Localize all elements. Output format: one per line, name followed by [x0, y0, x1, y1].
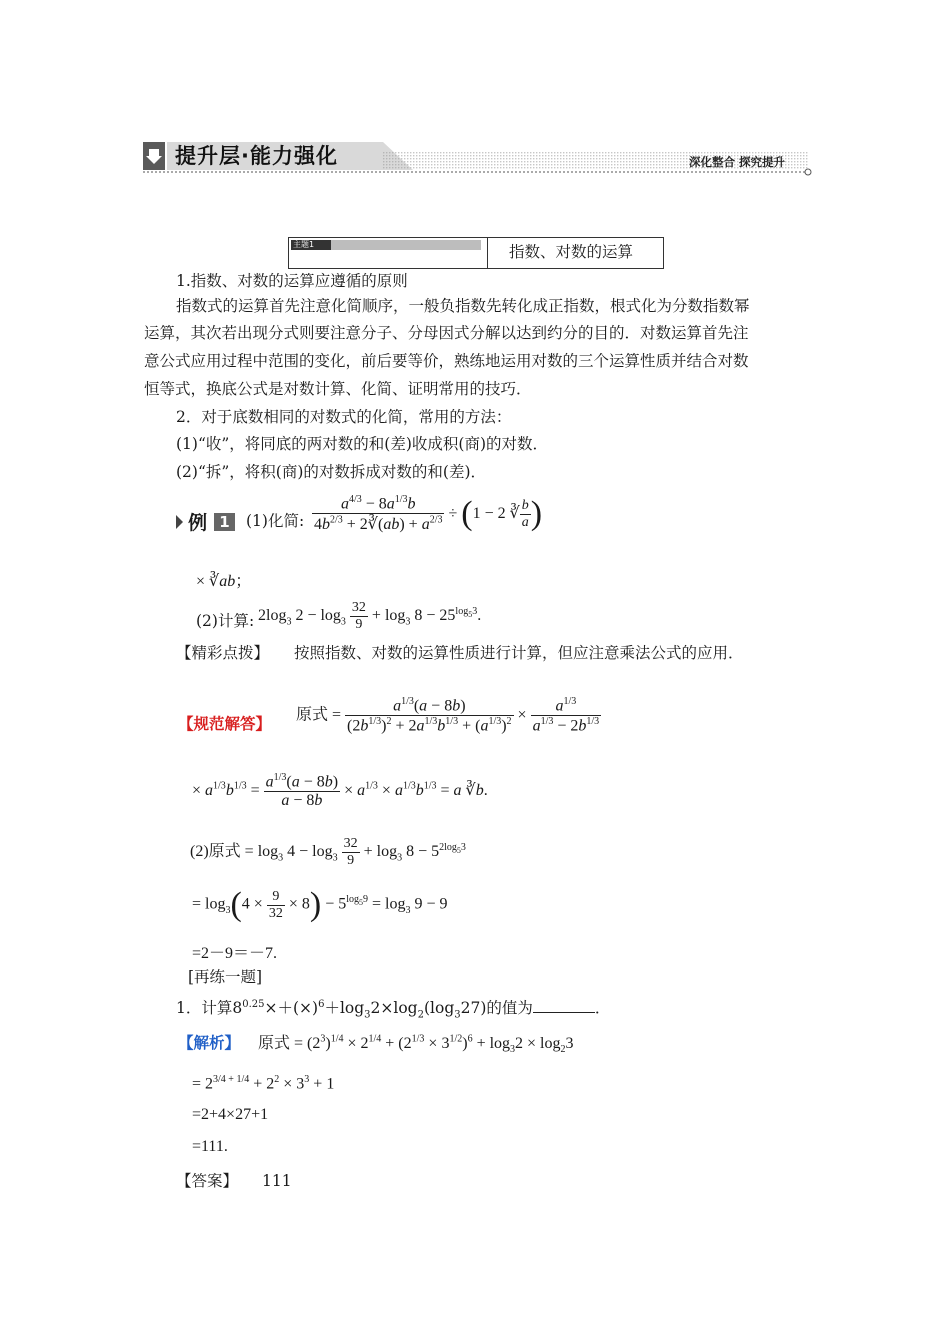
solution-original-word: 原式: [296, 706, 329, 724]
section-header: [143, 140, 813, 176]
practice-question-1: 1．计算$8^{0.25}\times+(\times)^6+\log_32\times\log_2(\log_327)$的值为 ．: [176, 999, 611, 1021]
solution-part2-final: =2－9＝－7.: [192, 945, 278, 962]
paragraph-line-2: 运算，其次若出现分式则要注意分子、分母因式分解以达到约分的目的．对数运算首先注: [144, 324, 749, 342]
example-marker-icon: [176, 515, 183, 529]
example-tag: [176, 508, 235, 534]
solution-step-1: 原式 = $\frac{a^{1/3}(a - 8b)}{(2b^{1/3})^2 + 2a^{1/3}b^{1/3} + (a^{1/3})^2}$ × $\frac{a^{1/3}}{a^{1/3} - 2b^{1/3}}$: [296, 696, 600, 735]
topic-title: 指数、对数的运算: [509, 243, 634, 261]
example-part2-label: (2)计算:: [196, 612, 255, 630]
principle-heading: 1.指数、对数的运算应遵循的原则: [176, 272, 408, 290]
method-item-2: (2)“拆”，将积(商)的对数拆成对数的和(差)．: [176, 463, 486, 481]
paragraph-line-1: 指数式的运算首先注意化简顺序，一般负指数先转化成正指数，根式化为分数指数幂: [176, 297, 750, 315]
example-label: 例: [188, 512, 208, 534]
method-item-1: (1)“收”，将同底的两对数的和(差)收成积(商)的对数．: [176, 435, 548, 453]
analysis-step-1: 原式 = $(2^3)^{1/4} \times 2^{1/4} + (2^{1/3} \times 3^{1/2})^6 + \log_32 \times \log_23$: [258, 1033, 574, 1056]
solution-part2-step-2: = $\log_3(4$ × $\frac{9}{32}$ × $8) - 5^{log_59} = \log_3 9 - 9$: [192, 886, 448, 923]
solution-part2-step-1: (2)原式 = $\log_3 4 - \log_3$ $\frac{32}{9}$ + $\log_3 8 - 5^{2log_53}$: [190, 836, 466, 868]
paragraph-line-4: 恒等式，换底公式是对数计算、化简、证明常用的技巧．: [144, 380, 532, 398]
method-heading: 2．对于底数相同的对数式的化简，常用的方法：: [176, 408, 512, 426]
analysis-step-4: =111.: [192, 1138, 228, 1155]
example-part1-label: (1)化简:: [246, 512, 305, 530]
tip-text: 按照指数、对数的运算性质进行计算，但应注意乘法公式的应用．: [294, 644, 744, 662]
example-number: 1: [214, 513, 234, 531]
practice-title: [再练一题]: [188, 968, 263, 986]
topic-badge: 主题1: [293, 240, 315, 249]
analysis-label: 【解析】: [178, 1033, 241, 1052]
tip-label: 【精彩点拨】: [176, 644, 270, 662]
page-subtitle: 深化整合 探究提升: [689, 155, 786, 169]
example-expression-1: $\frac{a^{4/3} - 8a^{1/3}b}{4b^{2/3} + 2∛(ab) + a^{2/3}}$ ÷ (1 − 2 ∛ $\frac{b}{a}$ ): [314, 494, 543, 534]
solution-step-2: × $a^{1/3}b^{1/3}$ = $\frac{a^{1/3}(a - 8b)}{a - 8b}$ × $a^{1/3} \times a^{1/3}b^{1/3} = a$ ∛b.: [192, 772, 488, 810]
analysis-step-2: = $2^{3/4 + 1/4} + 2^2 \times 3^3 + 1$: [192, 1074, 335, 1093]
example-expression-1-tail: × ∛ab；: [196, 573, 252, 590]
example-expression-2: $2\log_3$ $2 - \log_3$ $\frac{32}{9}$ + $\log_3 8 - 25^{log_53}$.: [258, 600, 482, 632]
page-title: 提升层·能力强化: [175, 144, 338, 168]
answer-blank: [533, 998, 595, 1013]
paragraph-line-3: 意公式应用过程中范围的变化，前后要等价，熟练地运用对数的三个运算性质并结合对数: [144, 352, 749, 370]
solution-label: 【规范解答】: [178, 714, 272, 733]
topic-box: [288, 237, 664, 269]
answer-label: 【答案】: [176, 1172, 239, 1190]
answer-value: 111: [262, 1172, 292, 1190]
solution-part2-label: (2)原式: [190, 843, 241, 861]
analysis-step-3: =2+4×27+1: [192, 1106, 269, 1123]
topic-badge-area: [289, 238, 488, 268]
